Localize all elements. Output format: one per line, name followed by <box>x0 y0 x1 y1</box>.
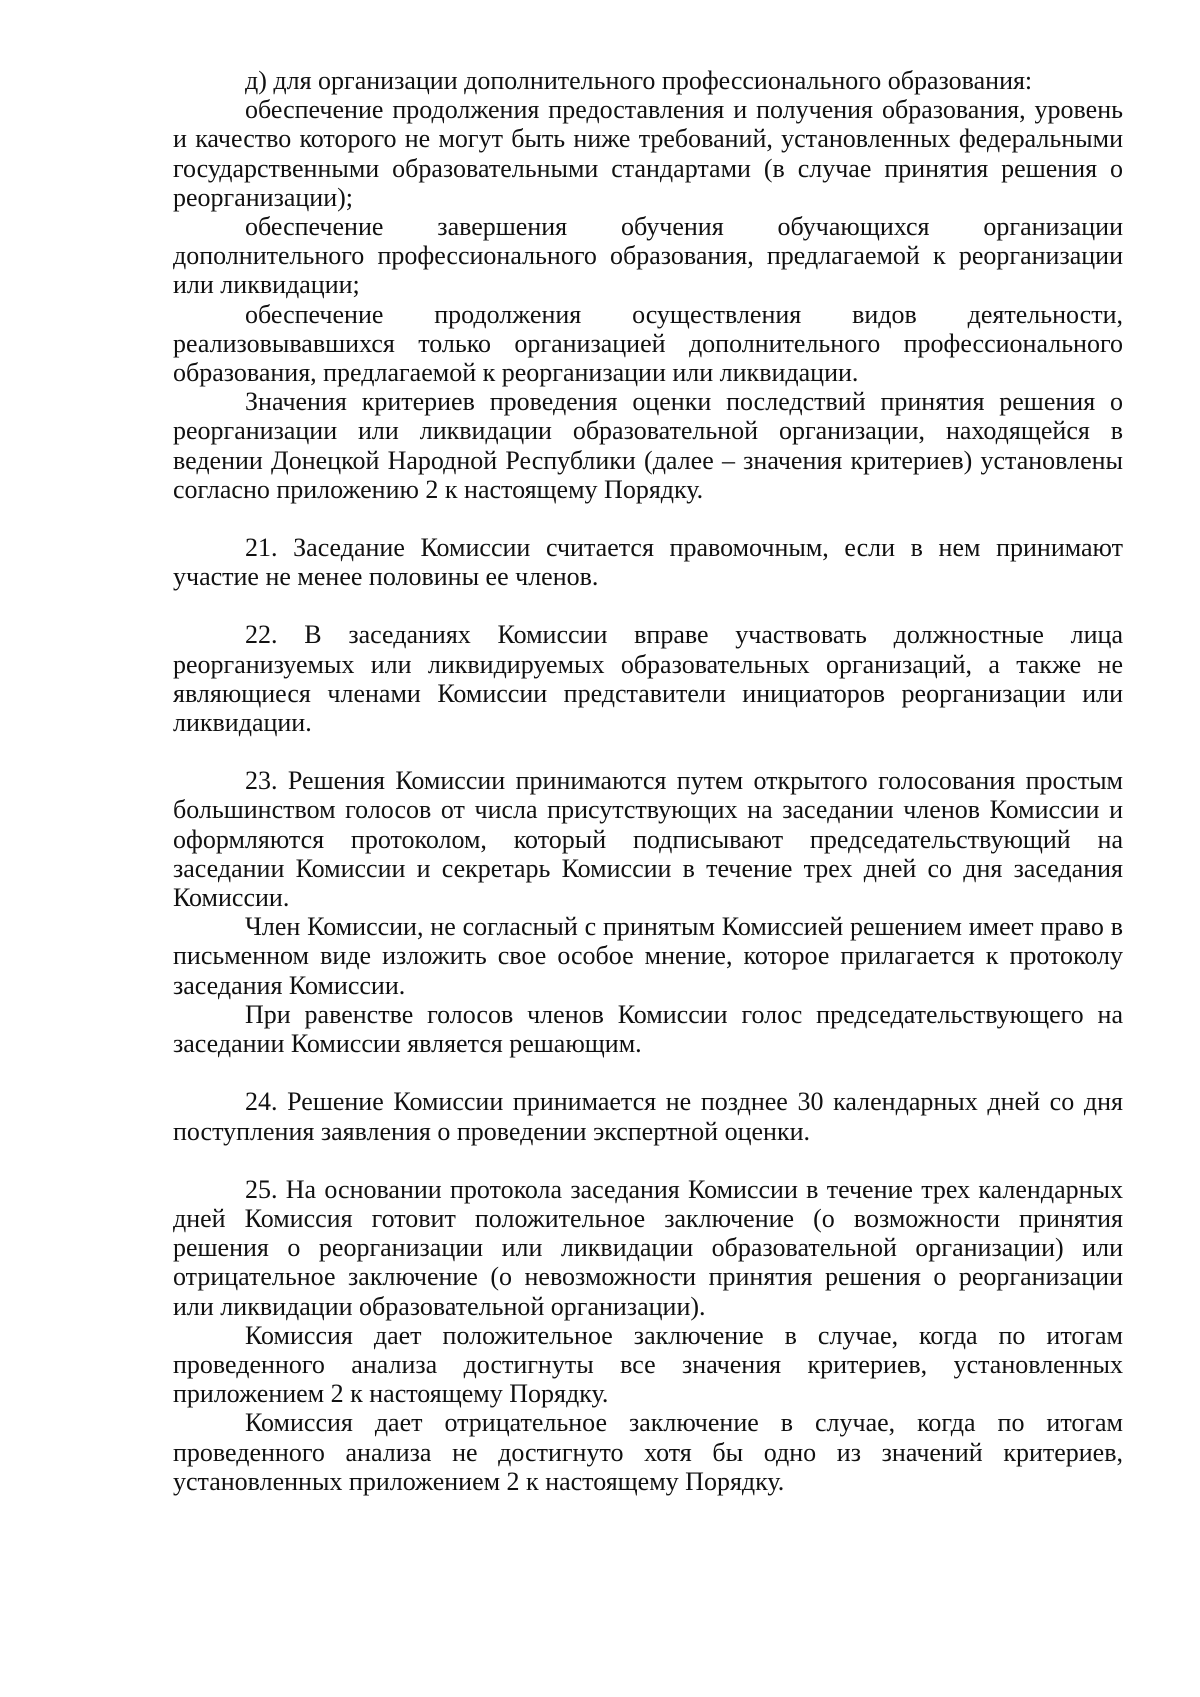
paragraph-25-positive: Комиссия дает положительное заключение в случае, когда по итогам проведенного анализа достигнуты все значения критериев, установленных приложением 2 к настоящему Порядку. <box>173 1320 1123 1409</box>
paragraph-21: 21. Заседание Комиссии считается правомочным, если в нем принимают участие не менее половины ее членов. <box>173 533 1123 592</box>
paragraph-item-d-heading: д) для организации дополнительного профессионального образования: <box>245 66 1033 95</box>
paragraph-item-d-activities: обеспечение продолжения осуществления видов деятельности, реализовывавшихся только организацией дополнительного профессионального образования, предлагаемой к реорганизации или ликвидации. <box>173 299 1123 388</box>
paragraph-23-tie-vote: При равенстве голосов членов Комиссии голос председательствующего на заседании Комиссии является решающим. <box>173 999 1123 1059</box>
paragraph-criteria-values: Значения критериев проведения оценки последствий принятия решения о реорганизации или ликвидации образовательной организации, находящейся в ведении Донецкой Народной Республики (далее – значения критериев) установлены согласно приложению 2 к настоящему Порядку. <box>173 387 1123 504</box>
paragraph-25-negative: Комиссия дает отрицательное заключение в случае, когда по итогам проведенного анализа не достигнуто хотя бы одно из значений критериев, установленных приложением 2 к настоящему Порядку. <box>173 1408 1123 1496</box>
paragraph-23-dissent: Член Комиссии, не согласный с принятым Комиссией решением имеет право в письменном виде изложить свое особое мнение, которое прилагается к протоколу заседания Комиссии. <box>173 912 1123 1000</box>
paragraph-22: 22. В заседаниях Комиссии вправе участвовать должностные лица реорганизуемых или ликвидируемых образовательных организаций, а также не являющиеся членами Комиссии представители инициаторов реорганизации или ликвидации. <box>173 620 1123 738</box>
paragraph-item-d-continuation: обеспечение продолжения предоставления и получения образования, уровень и качество которого не могут быть ниже требований, установленных федеральными государственными образовательными стандартами (в случае принятия решения о реорганизации); <box>173 95 1123 212</box>
paragraph-25: 25. На основании протокола заседания Комиссии в течение трех календарных дней Комиссия готовит положительное заключение (о возможности принятия решения о реорганизации или ликвидации образовательной организации) или отрицательное заключение (о невозможности принятия решения о реорганизации или ликвидации образовательной организации). <box>173 1174 1123 1321</box>
paragraph-item-d-completion: обеспечение завершения обучения обучающихся организации дополнительного профессионального образования, предлагаемой к реорганизации или ликвидации; <box>173 212 1123 300</box>
paragraph-23: 23. Решения Комиссии принимаются путем открытого голосования простым большинством голосов от числа присутствующих на заседании членов Комиссии и оформляются протоколом, который подписывают председательствующий на заседании Комиссии и секретарь Комиссии в течение трех дней со дня заседания Комиссии. <box>173 766 1123 913</box>
paragraph-24: 24. Решение Комиссии принимается не позднее 30 календарных дней со дня поступления заявления о проведении экспертной оценки. <box>173 1087 1123 1146</box>
document-page <box>173 66 1123 1496</box>
